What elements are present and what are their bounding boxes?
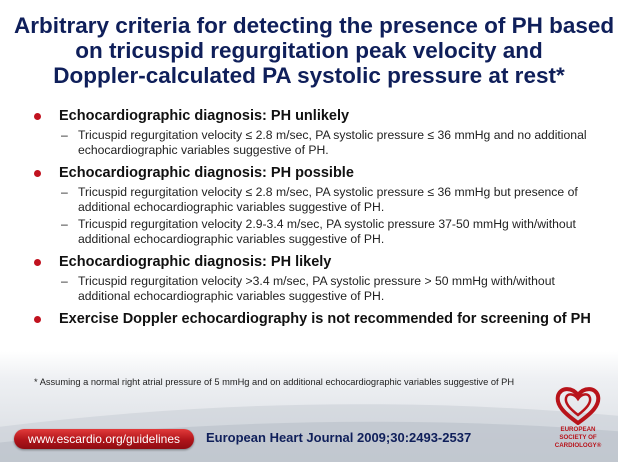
sub-bullet	[34, 217, 604, 246]
bullet-item	[34, 165, 604, 246]
footnote: * Assuming a normal right atrial pressure of 5 mmHg and on additional echocardiographic variables suggestive of PH	[34, 377, 515, 387]
bullet-heading: Exercise Doppler echocardiography is not recommended for screening of PH	[59, 311, 591, 327]
dash-icon: –	[61, 217, 68, 231]
title-line-1: Arbitrary criteria for detecting the presence of PH based	[14, 13, 615, 38]
dash-icon: –	[61, 128, 68, 142]
sub-bullet-text: Tricuspid regurgitation velocity ≤ 2.8 m/sec, PA systolic pressure ≤ 36 mmHg but presence of additional echocardiographic variables suggestive of PH.	[78, 185, 578, 214]
bullet-heading: Echocardiographic diagnosis: PH likely	[59, 254, 332, 270]
logo-text-1: EUROPEAN	[560, 426, 596, 433]
logo-text-3: CARDIOLOGY®	[554, 442, 602, 449]
heart-logo-icon	[554, 385, 602, 425]
esc-logo	[548, 385, 608, 449]
footer-swoosh	[0, 392, 618, 462]
bullet-dot-icon	[34, 113, 41, 120]
logo-text-2: SOCIETY OF	[559, 434, 597, 441]
title-line-2: on tricuspid regurgitation peak velocity and	[75, 38, 543, 63]
sub-bullet	[34, 274, 604, 303]
bullet-item	[34, 311, 604, 328]
title-line-3: Doppler-calculated PA systolic pressure at rest*	[53, 63, 565, 88]
bullet-dot-icon	[34, 259, 41, 266]
sub-bullet-text: Tricuspid regurgitation velocity ≤ 2.8 m/sec, PA systolic pressure ≤ 36 mmHg and no additional echocardiographic variables suggestive of PH.	[78, 128, 587, 157]
slide-title	[14, 13, 615, 88]
guidelines-link[interactable]: www.escardio.org/guidelines	[14, 429, 194, 449]
journal-citation: European Heart Journal 2009;30:2493-2537	[206, 430, 472, 445]
bullet-item	[34, 108, 604, 157]
bullet-heading: Echocardiographic diagnosis: PH possible	[59, 165, 354, 181]
bullet-item	[34, 254, 604, 303]
dash-icon: –	[61, 274, 68, 288]
sub-bullet-text: Tricuspid regurgitation velocity 2.9-3.4 m/sec, PA systolic pressure 37-50 mmHg with/without additional echocardiographic variables suggestive of PH.	[78, 217, 576, 246]
dash-icon: –	[61, 185, 68, 199]
bullet-heading: Echocardiographic diagnosis: PH unlikely	[59, 108, 350, 124]
bullet-dot-icon	[34, 316, 41, 323]
sub-bullet	[34, 128, 604, 157]
sub-bullet-text: Tricuspid regurgitation velocity >3.4 m/sec, PA systolic pressure > 50 mmHg with/without additional echocardiographic variables suggestive of PH.	[78, 274, 555, 303]
bullet-dot-icon	[34, 170, 41, 177]
bullet-list	[34, 108, 604, 336]
sub-bullet	[34, 185, 604, 214]
